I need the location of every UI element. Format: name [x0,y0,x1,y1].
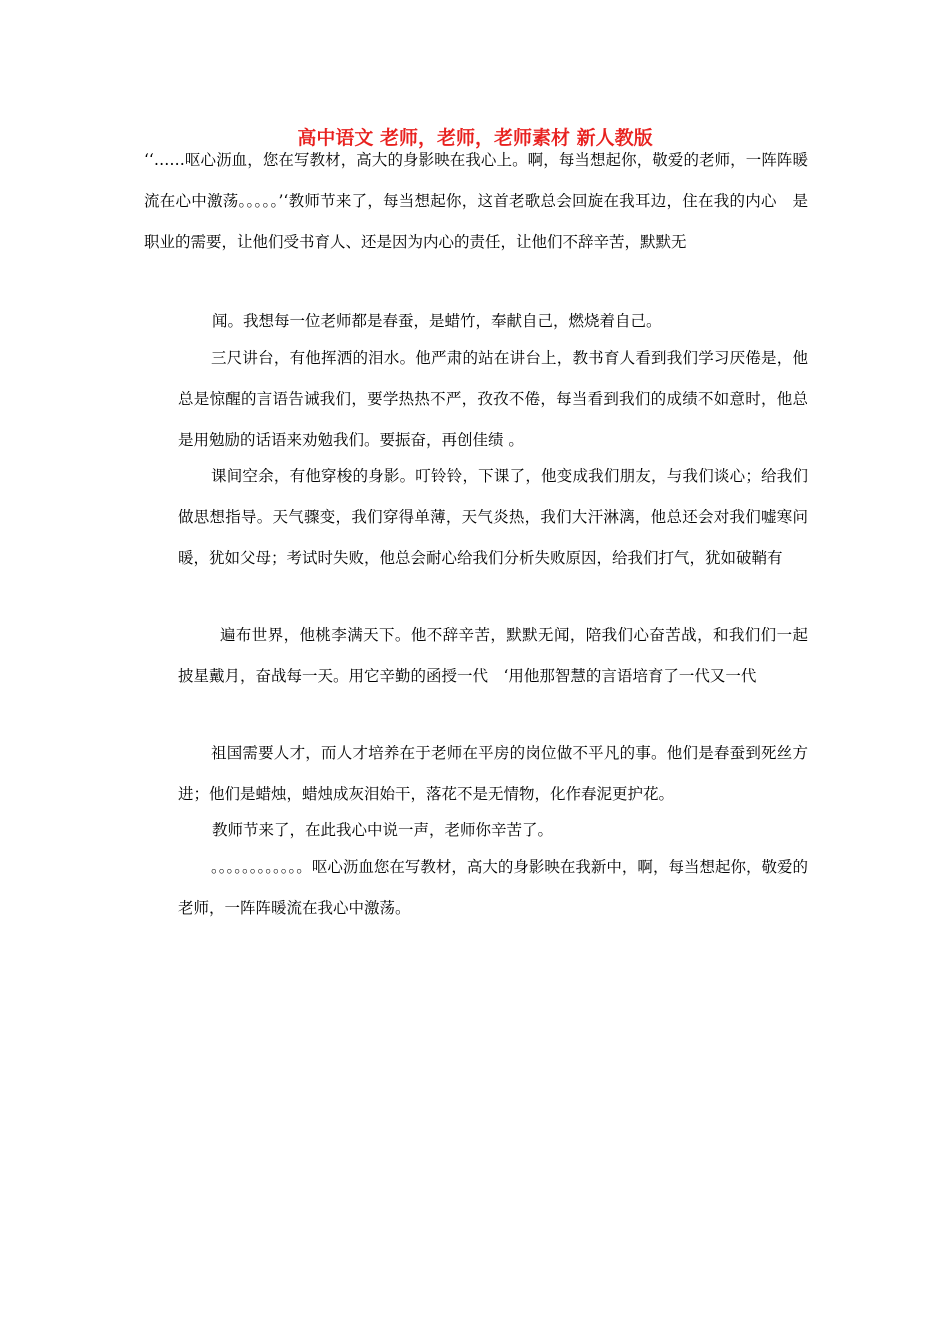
paragraph-5: 遍布世界，他桃李满天下。他不辞辛苦，默默无闻，陪我们心奋苦战，和我们们一起披星戴月，奋战每一天。用它辛勤的函授一代 ‘用他那智慧的言语培育了一代又一代 [178,626,808,685]
document-title: 高中语文 老师，老师，老师素材 新人教版 [297,127,653,149]
paragraph-7: 教师节来了，在此我心中说一声，老师你辛苦了。 [212,821,554,839]
paragraph-3: 三尺讲台，有他挥洒的泪水。他严肃的站在讲台上，教书育人看到我们学习厌倦是，他总是惊醒的言语告诫我们，要学热热不严，孜孜不倦，每当看到我们的成绩不如意时，他总是用勉励的话语来劝勉我们。要振奋，再创佳绩 。 [178,349,808,449]
paragraph-4: 课间空余，有他穿梭的身影。叮铃铃，下课了，他变成我们朋友，与我们谈心；给我们做思想指导。天气骤变，我们穿得单薄，天气炎热，我们大汗淋漓，他总还会对我们嘘寒问暖，犹如父母；考试时失败，他总会耐心给我们分析失败原因，给我们打气，犹如破鞘有 [178,467,808,567]
paragraph-1: ‘‘……呕心沥血，您在写教材，高大的身影映在我心上。啊，每当想起你，敬爱的老师，一阵阵暖流在心中激荡。。。。。’‘教师节来了，每当想起你，这首老歌总会回旋在我耳边，住在我的内心 是职业的需要，让他们受书育人、还是因为内心的责任，让他们不辞辛苦，默默无 [144,151,808,251]
paragraph-2: 闻。我想每一位老师都是春蚕，是蜡竹，奉献自己，燃烧着自己。 [212,312,662,330]
paragraph-6: 祖国需要人才，而人才培养在于老师在平房的岗位做不平凡的事。他们是春蚕到死丝方进；他们是蜡烛，蜡烛成灰泪始干，落花不是无情物，化作春泥更护花。 [178,744,808,803]
paragraph-8: 。。。。。。。。。。。。呕心沥血您在写教材，高大的身影映在我新中，啊，每当想起你，敬爱的老师，一阵阵暖流在我心中激荡。 [178,858,808,917]
